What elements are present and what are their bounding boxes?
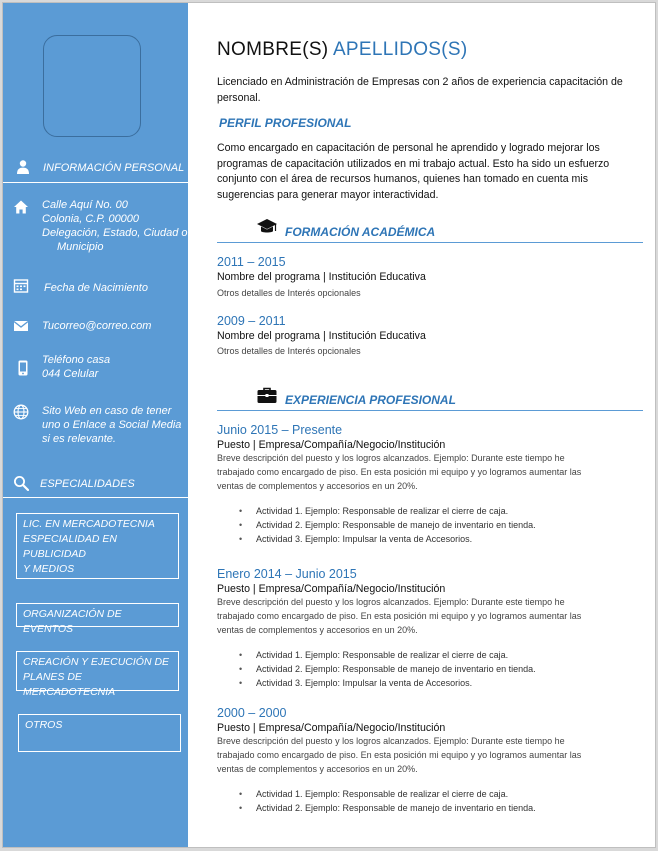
birthdate-row xyxy=(3,277,188,297)
job-role: Puesto | Empresa/Compañía/Negocio/Institución xyxy=(217,439,446,451)
briefcase-icon xyxy=(257,387,277,404)
website-text xyxy=(42,404,181,446)
birthdate-text: Fecha de Nacimiento xyxy=(44,282,148,294)
education-program: Nombre del programa | Institución Educativa xyxy=(217,330,426,342)
specialty-box xyxy=(18,714,181,752)
job-date: Enero 2014 – Junio 2015 xyxy=(217,567,357,581)
job-date: 2000 – 2000 xyxy=(217,706,287,720)
job-description-line: Breve descripción del puesto y los logros alcanzados. Ejemplo: Durante este tiempo he xyxy=(217,597,565,607)
specialty-line: Y MEDIOS xyxy=(23,563,75,575)
activity-item: • Actividad 2. Ejemplo: Responsable de manejo de inventario en tienda. xyxy=(239,801,536,815)
email-text: Tucorreo@correo.com xyxy=(42,320,152,332)
activity-item: • Actividad 2. Ejemplo: Responsable de manejo de inventario en tienda. xyxy=(239,518,536,532)
envelope-icon xyxy=(13,318,29,334)
job-description xyxy=(217,451,637,493)
phone-text xyxy=(42,353,110,381)
job-activities xyxy=(239,787,536,815)
education-date: 2009 – 2011 xyxy=(217,314,286,328)
job-activities xyxy=(239,504,536,546)
address-line: Calle Aquí No. 00 xyxy=(42,199,128,211)
profile-text: Como encargado en capacitación de personal he aprendido y logrado mejorar los programas de capacitación utilizados en mi trabajo actual. Esto ha sido un esfuerzo conjunto con el área de recursos humanos, quienes han tomado en cuenta mis sugerencias para generar mayor interactividad. xyxy=(217,142,610,201)
specialty-line: ESPECIALIDAD EN PUBLICIDAD xyxy=(23,533,117,560)
specialty-line: PLANES DE MERCADOTECNIA xyxy=(23,671,116,698)
phone-line: 044 Celular xyxy=(42,368,99,380)
address-line: Municipio xyxy=(57,241,104,253)
profile-title: PERFIL PROFESIONAL xyxy=(219,116,352,130)
specialty-line: OTROS xyxy=(25,719,63,731)
phone-line: Teléfono casa xyxy=(42,354,111,366)
job-date: Junio 2015 – Presente xyxy=(217,423,343,437)
job-description-line: trabajado como encargado de piso. En esta posición mi equipo y yo logramos aumentar las xyxy=(217,467,582,477)
photo-placeholder xyxy=(43,35,141,137)
education-details: Otros detalles de Interés opcionales xyxy=(217,288,361,298)
resume-page xyxy=(2,2,656,848)
job-description-line: trabajado como encargado de piso. En esta posición mi equipo y yo logramos aumentar las xyxy=(217,750,582,760)
job-description-line: ventas de complementos y accesorios en un 20%. xyxy=(217,764,418,774)
job-description-line: Breve descripción del puesto y los logros alcanzados. Ejemplo: Durante este tiempo he xyxy=(217,736,565,746)
job-activities xyxy=(239,648,536,690)
job-description-line: ventas de complementos y accesorios en un 20%. xyxy=(217,625,418,635)
job-role: Puesto | Empresa/Compañía/Negocio/Institución xyxy=(217,583,446,595)
full-name xyxy=(217,39,467,61)
address-row xyxy=(3,197,188,257)
home-icon xyxy=(13,199,29,215)
activity-item: • Actividad 1. Ejemplo: Responsable de realizar el cierre de caja. xyxy=(239,504,536,518)
phone-icon xyxy=(15,360,31,376)
activity-item: • Actividad 1. Ejemplo: Responsable de realizar el cierre de caja. xyxy=(239,787,536,801)
specialties-title: ESPECIALIDADES xyxy=(40,478,135,490)
activity-item: • Actividad 2. Ejemplo: Responsable de manejo de inventario en tienda. xyxy=(239,662,536,676)
personal-info-header xyxy=(3,157,188,179)
specialty-box xyxy=(16,513,179,579)
website-line: si es relevante. xyxy=(42,433,116,445)
summary-text: Licenciado en Administración de Empresas con 2 años de experiencia capacitación de personal. xyxy=(217,76,623,104)
address-line: Delegación, Estado, Ciudad o xyxy=(42,227,188,239)
address-text xyxy=(42,198,188,254)
job-description-line: ventas de complementos y accesorios en un 20%. xyxy=(217,481,418,491)
education-divider xyxy=(217,242,643,243)
job-description-line: Breve descripción del puesto y los logros alcanzados. Ejemplo: Durante este tiempo he xyxy=(217,453,565,463)
address-line: Colonia, C.P. 00000 xyxy=(42,213,140,225)
sidebar xyxy=(3,3,188,848)
education-details: Otros detalles de Interés opcionales xyxy=(217,346,361,356)
experience-title: EXPERIENCIA PROFESIONAL xyxy=(285,393,456,407)
education-program: Nombre del programa | Institución Educativa xyxy=(217,271,426,283)
website-row xyxy=(3,403,188,449)
first-name: NOMBRE(S) xyxy=(217,39,329,60)
sidebar-divider xyxy=(3,497,188,498)
website-line: uno o Enlace a Social Media xyxy=(42,419,182,431)
person-icon xyxy=(15,159,31,175)
specialty-line: CREACIÓN Y EJECUCIÓN DE xyxy=(23,656,170,668)
specialties-header xyxy=(3,474,188,494)
job-role: Puesto | Empresa/Compañía/Negocio/Institución xyxy=(217,722,446,734)
calendar-icon xyxy=(13,278,29,294)
globe-icon xyxy=(13,404,29,420)
last-name: APELLIDOS(S) xyxy=(332,39,468,60)
specialty-box xyxy=(16,603,179,635)
email-row xyxy=(3,316,188,336)
phone-row xyxy=(3,352,188,384)
activity-item: • Actividad 3. Ejemplo: Impulsar la venta de Accesorios. xyxy=(239,532,536,546)
experience-divider xyxy=(217,410,643,411)
specialty-line: ORGANIZACIÓN DE EVENTOS xyxy=(23,608,122,635)
education-date: 2011 – 2015 xyxy=(217,255,286,269)
sidebar-divider xyxy=(3,182,188,183)
job-description-line: trabajado como encargado de piso. En esta posición mi equipo y yo logramos aumentar las xyxy=(217,611,582,621)
activity-item: • Actividad 1. Ejemplo: Responsable de realizar el cierre de caja. xyxy=(239,648,536,662)
job-description xyxy=(217,595,637,637)
graduation-cap-icon xyxy=(257,218,277,236)
job-description xyxy=(217,734,637,776)
specialty-box xyxy=(16,651,179,698)
search-icon xyxy=(13,475,29,491)
personal-info-title: INFORMACIÓN PERSONAL xyxy=(43,162,185,174)
education-title: FORMACIÓN ACADÉMICA xyxy=(285,225,436,239)
website-line: Sito Web en caso de tener xyxy=(42,405,172,417)
activity-item: • Actividad 3. Ejemplo: Impulsar la venta de Accesorios. xyxy=(239,676,536,690)
specialty-line: LIC. EN MERCADOTECNIA xyxy=(23,518,155,530)
